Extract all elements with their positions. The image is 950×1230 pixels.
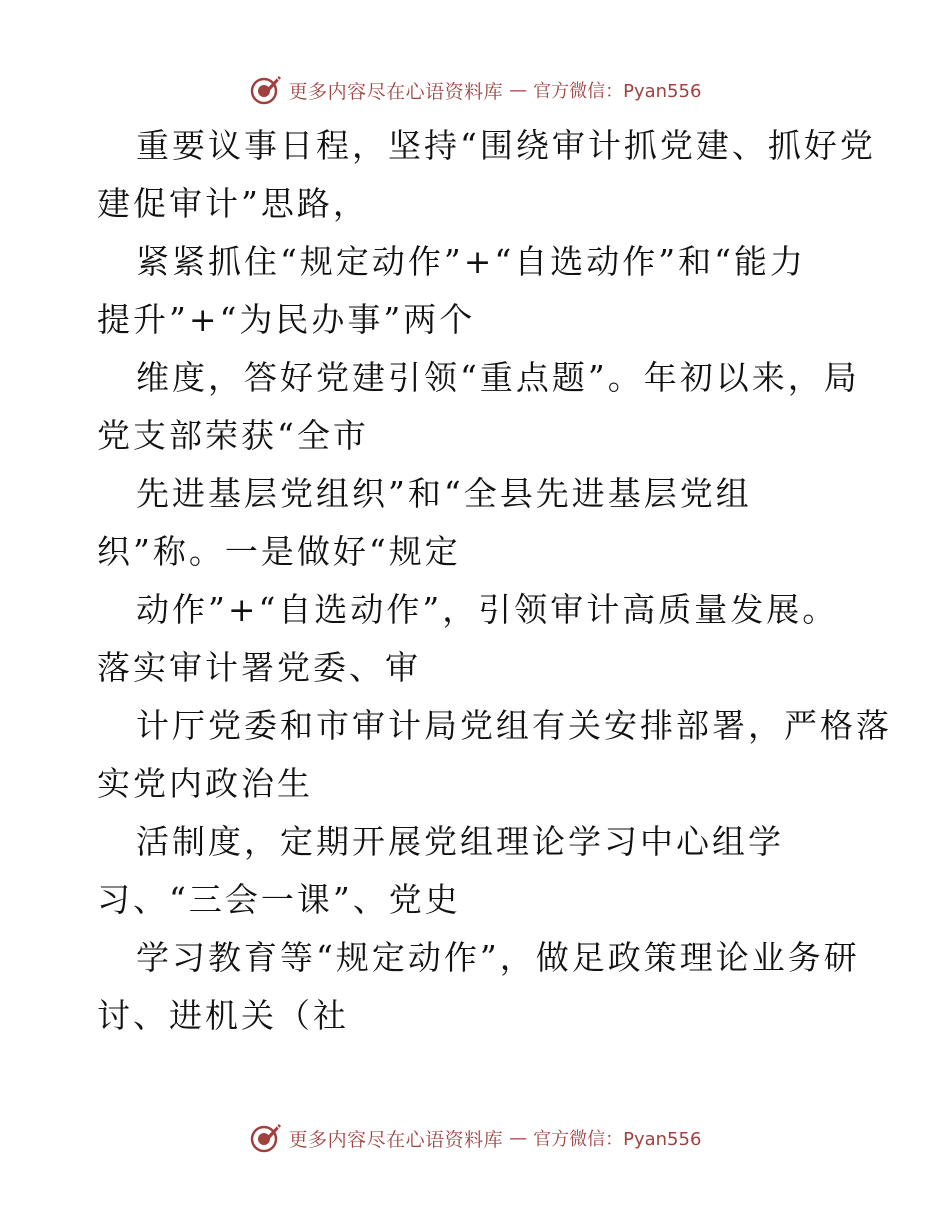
body-line: 建促审计”思路， [97,184,369,223]
body-line: 提升”+“为民办事”两个 [97,300,476,339]
body-line: 维度，答好党建引领“重点题”。年初以来，局 [136,358,860,397]
body-line: 党支部荣获“全市 [97,416,369,455]
footer-site-text: 更多内容尽在心语资料库 [288,1128,504,1151]
header-wechat-text: 官方微信：Pyan556 [533,81,702,102]
body-line: 动作”+“自选动作”，引领审计高质量发展。 [136,590,839,629]
body-line: 紧紧抓住“规定动作”+“自选动作”和“能力 [136,242,807,281]
body-line: 先进基层党组织”和“全县先进基层党组 [136,474,752,513]
footer-banner [0,1118,950,1158]
body-line: 讨、进机关（社 [97,996,349,1035]
body-line: 计厅党委和市审计局党组有关安排部署，严格落 [136,706,892,745]
header-site-text: 更多内容尽在心语资料库 [288,80,504,103]
body-line: 落实审计署党委、审 [97,648,421,687]
body-line: 织”称。一是做好“规定 [97,532,461,571]
footer-wechat-text: 官方微信：Pyan556 [533,1129,702,1150]
body-line: 习、“三会一课”、党史 [97,880,461,919]
header-separator: — [509,79,528,101]
body-line: 实党内政治生 [97,764,313,803]
body-line: 活制度，定期开展党组理论学习中心组学 [136,822,784,861]
footer-separator: — [509,1127,528,1149]
quill-seal-logo-icon [249,1121,283,1155]
body-line: 重要议事日程，坚持“围绕审计抓党建、抓好党 [136,126,876,165]
body-line: 学习教育等“规定动作”，做足政策理论业务研 [136,938,860,977]
